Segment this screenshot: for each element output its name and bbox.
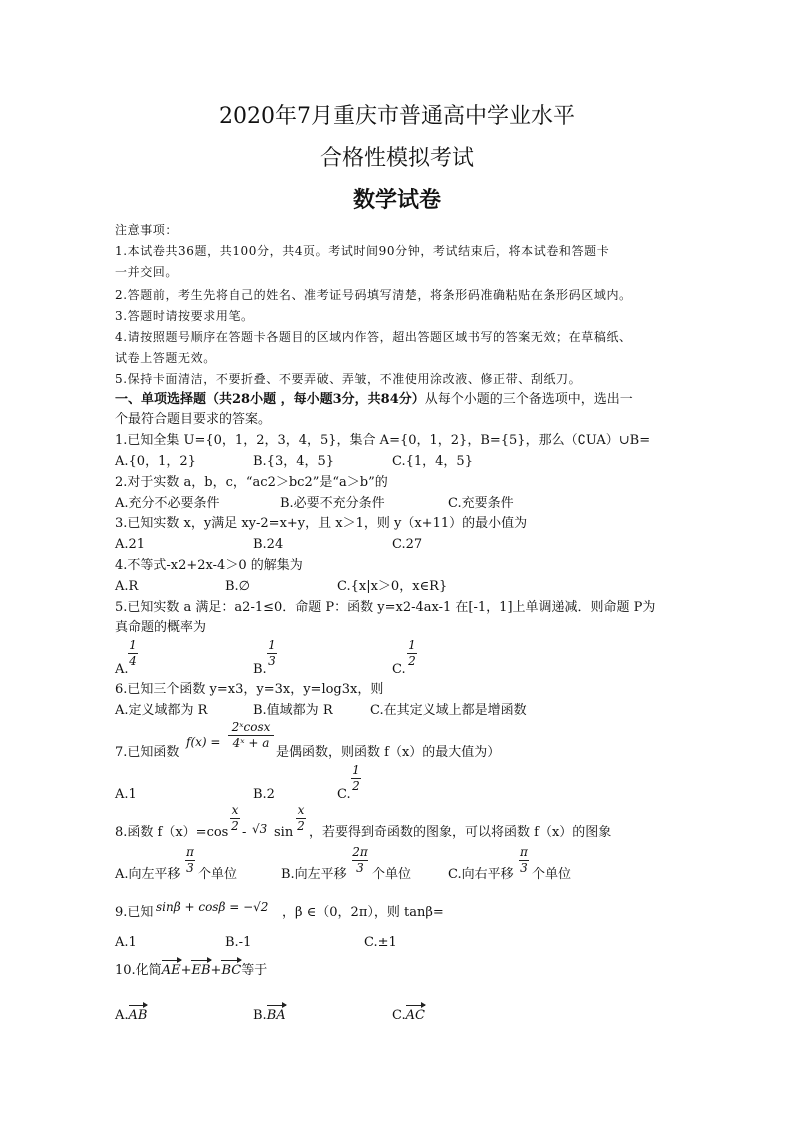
fraction-denominator: 2 bbox=[297, 819, 305, 833]
question-5-option-c-fraction bbox=[407, 639, 417, 668]
question-6-option-c: C.在其定义域上都是增函数 bbox=[370, 703, 527, 718]
fraction-denominator: 3 bbox=[186, 861, 194, 875]
question-6-stem: 6.已知三个函数 y=x3，y=3x，y=log3x，则 bbox=[115, 682, 384, 697]
vector-ac: AC bbox=[405, 1008, 425, 1023]
question-4-option-b: B.∅ bbox=[225, 579, 251, 594]
question-3-stem: 3.已知实数 x，y满足 xy-2=x+y，且 x＞1，则 y（x+11）的最小值为 bbox=[115, 516, 528, 531]
question-4-option-a: A.R bbox=[115, 579, 139, 594]
question-7-option-c: C. bbox=[337, 787, 351, 802]
fraction-numerator: x bbox=[297, 803, 305, 817]
question-9-option-a: A.1 bbox=[115, 935, 137, 950]
question-8-option-b-fraction bbox=[352, 846, 368, 875]
fraction-denominator: 2 bbox=[231, 819, 239, 833]
notice-item-3: 3.答题时请按要求用笔。 bbox=[115, 309, 254, 323]
question-10-stem bbox=[115, 962, 267, 980]
question-2-option-b: B.必要不充分条件 bbox=[280, 496, 385, 511]
option-label: A. bbox=[115, 1008, 129, 1023]
vector-ab: AB bbox=[128, 1008, 148, 1023]
option-label: B. bbox=[253, 1008, 267, 1023]
question-7-option-c-fraction bbox=[351, 764, 361, 793]
question-5-stem-cont: 真命题的概率为 bbox=[115, 620, 207, 635]
question-5-option-a: A. bbox=[115, 662, 129, 677]
question-3-option-b: B.24 bbox=[253, 537, 284, 552]
question-3-option-a: A.21 bbox=[115, 537, 146, 552]
fraction-numerator: 1 bbox=[352, 763, 360, 777]
fraction-numerator: 1 bbox=[129, 638, 137, 652]
question-8-option-a-unit: 个单位 bbox=[198, 867, 238, 882]
question-2-stem: 2.对于实数 a，b，c，“ac2＞bc2”是“a＞b”的 bbox=[115, 475, 388, 490]
question-8-option-b: B.向左平移 bbox=[281, 867, 347, 882]
question-8-option-b-unit: 个单位 bbox=[372, 867, 412, 882]
section-heading-rest: 从每个小题的三个备选项中，选出一 bbox=[424, 392, 633, 407]
fraction-denominator: 2 bbox=[352, 779, 360, 793]
question-8-fraction-1 bbox=[230, 804, 240, 833]
question-8-option-c-fraction bbox=[519, 846, 529, 875]
fraction-numerator: x bbox=[231, 803, 239, 817]
notice-item-1-cont: 一并交回。 bbox=[115, 265, 179, 279]
question-9-stem-pre: 9.已知 bbox=[115, 905, 154, 920]
fraction-numerator: 2π bbox=[352, 845, 368, 859]
question-8-minus: - bbox=[242, 825, 247, 840]
question-8-option-c-unit: 个单位 bbox=[532, 867, 572, 882]
question-1-option-c: C.{1，4，5} bbox=[392, 454, 473, 469]
question-8-stem-post: ，若要得到奇函数的图象，可以将函数 f（x）的图象 bbox=[309, 825, 612, 840]
question-10-stem-post: 等于 bbox=[241, 963, 268, 978]
question-5-option-b: B. bbox=[253, 662, 267, 677]
vector-eb: EB bbox=[191, 963, 211, 978]
question-8-sin: sin bbox=[274, 825, 294, 840]
question-8-option-a: A.向左平移 bbox=[115, 867, 181, 882]
question-7-stem-post: 是偶函数，则函数 f（x）的最大值为） bbox=[276, 745, 501, 760]
vector-bc: BC bbox=[221, 963, 242, 978]
fraction-denominator: 4ˣ + a bbox=[232, 736, 270, 750]
section-heading-cont: 个最符合题目要求的答案。 bbox=[115, 412, 272, 427]
question-1-option-a: A.{0，1，2} bbox=[115, 454, 196, 469]
plus-sign: + bbox=[180, 963, 192, 978]
plus-sign: + bbox=[210, 963, 222, 978]
question-5-stem: 5.已知实数 a 满足：a2-1≤0．命题 P：函数 y=x2-4ax-1 在[-1，1]上单调递减．则命题 P为 bbox=[115, 600, 656, 615]
question-6-option-b: B.值域都为 R bbox=[253, 703, 333, 718]
question-7-option-a: A.1 bbox=[115, 787, 137, 802]
question-5-option-b-fraction bbox=[267, 639, 277, 668]
notice-item-5: 5.保持卡面清洁，不要折叠、不要弄破、弄皱，不准使用涂改液、修正带、刮纸刀。 bbox=[115, 372, 582, 386]
question-9-option-c: C.±1 bbox=[364, 935, 397, 950]
question-8-stem-pre: 8.函数 f（x）=cos bbox=[115, 825, 229, 840]
question-8-option-a-fraction bbox=[185, 846, 195, 875]
section-heading bbox=[115, 391, 633, 409]
question-4-stem: 4.不等式-x2+2x-4＞0 的解集为 bbox=[115, 558, 303, 573]
question-2-option-a: A.充分不必要条件 bbox=[115, 496, 220, 511]
question-7-stem-pre: 7.已知函数 bbox=[115, 745, 180, 760]
question-10-stem-pre: 10.化简 bbox=[115, 963, 162, 978]
question-10-option-b bbox=[253, 1007, 286, 1025]
fraction-denominator: 2 bbox=[408, 654, 416, 668]
notice-item-1: 1.本试卷共36题，共100分，共4页。考试时间90分钟，考试结束后，将本试卷和答题卡 bbox=[115, 244, 610, 258]
notice-item-4: 4.请按照题号顺序在答题卡各题目的区域内作答，超出答题区域书写的答案无效；在草稿纸、 bbox=[115, 330, 632, 344]
fraction-denominator: 4 bbox=[129, 654, 137, 668]
notice-item-2: 2.答题前，考生先将自己的姓名、准考证号码填写清楚，将条形码准确粘贴在条形码区域内。 bbox=[115, 288, 632, 302]
option-label: C. bbox=[392, 1008, 406, 1023]
fraction-denominator: 3 bbox=[356, 861, 364, 875]
question-10-option-c bbox=[392, 1007, 425, 1025]
question-8-sqrt3: √3 bbox=[252, 822, 268, 836]
question-4-option-c: C.{x|x＞0，x∈R} bbox=[337, 579, 448, 594]
question-1-option-b: B.{3，4，5} bbox=[253, 454, 335, 469]
section-heading-bold: 一、单项选择题（共28小题 ，每小题3分，共84分） bbox=[115, 392, 425, 407]
fraction-denominator: 3 bbox=[520, 861, 528, 875]
question-8-fraction-2 bbox=[296, 804, 306, 833]
fraction-numerator: 1 bbox=[408, 638, 416, 652]
fraction-denominator: 3 bbox=[268, 654, 276, 668]
question-2-option-c: C.充要条件 bbox=[448, 496, 514, 511]
fraction-numerator: 1 bbox=[268, 638, 276, 652]
fraction-numerator: π bbox=[520, 845, 528, 859]
fraction-numerator: 2ˣcosx bbox=[231, 720, 271, 734]
question-5-option-c: C. bbox=[392, 662, 406, 677]
fraction-numerator: π bbox=[186, 845, 194, 859]
question-1-stem: 1.已知全集 U={0，1，2，3，4，5}，集合 A={0，1，2}，B={5}，那么（∁UA）∪B= bbox=[115, 433, 651, 448]
question-7-function-fraction bbox=[228, 721, 274, 750]
vector-ba: BA bbox=[266, 1008, 286, 1023]
vector-ae: AE bbox=[161, 963, 181, 978]
question-9-stem-post: ，β ∈（0，2π），则 tanβ= bbox=[282, 905, 444, 920]
exam-title-line1: 2020年7月重庆市普通高中学业水平 bbox=[219, 104, 575, 129]
question-6-option-a: A.定义域都为 R bbox=[115, 703, 208, 718]
question-7-function-name: f(x) = bbox=[186, 735, 221, 749]
exam-subject-title: 数学试卷 bbox=[352, 187, 441, 213]
question-3-option-c: C.27 bbox=[392, 537, 423, 552]
question-9-expression: sinβ + cosβ = −√2 bbox=[156, 900, 269, 914]
question-9-option-b: B.-1 bbox=[225, 935, 252, 950]
question-10-option-a bbox=[115, 1007, 147, 1025]
question-8-option-c: C.向右平移 bbox=[448, 867, 514, 882]
exam-title-line2: 合格性模拟考试 bbox=[319, 146, 474, 171]
notice-item-4-cont: 试卷上答题无效。 bbox=[115, 351, 216, 365]
notice-heading: 注意事项： bbox=[115, 223, 179, 237]
question-5-option-a-fraction bbox=[128, 639, 138, 668]
question-7-option-b: B.2 bbox=[253, 787, 275, 802]
